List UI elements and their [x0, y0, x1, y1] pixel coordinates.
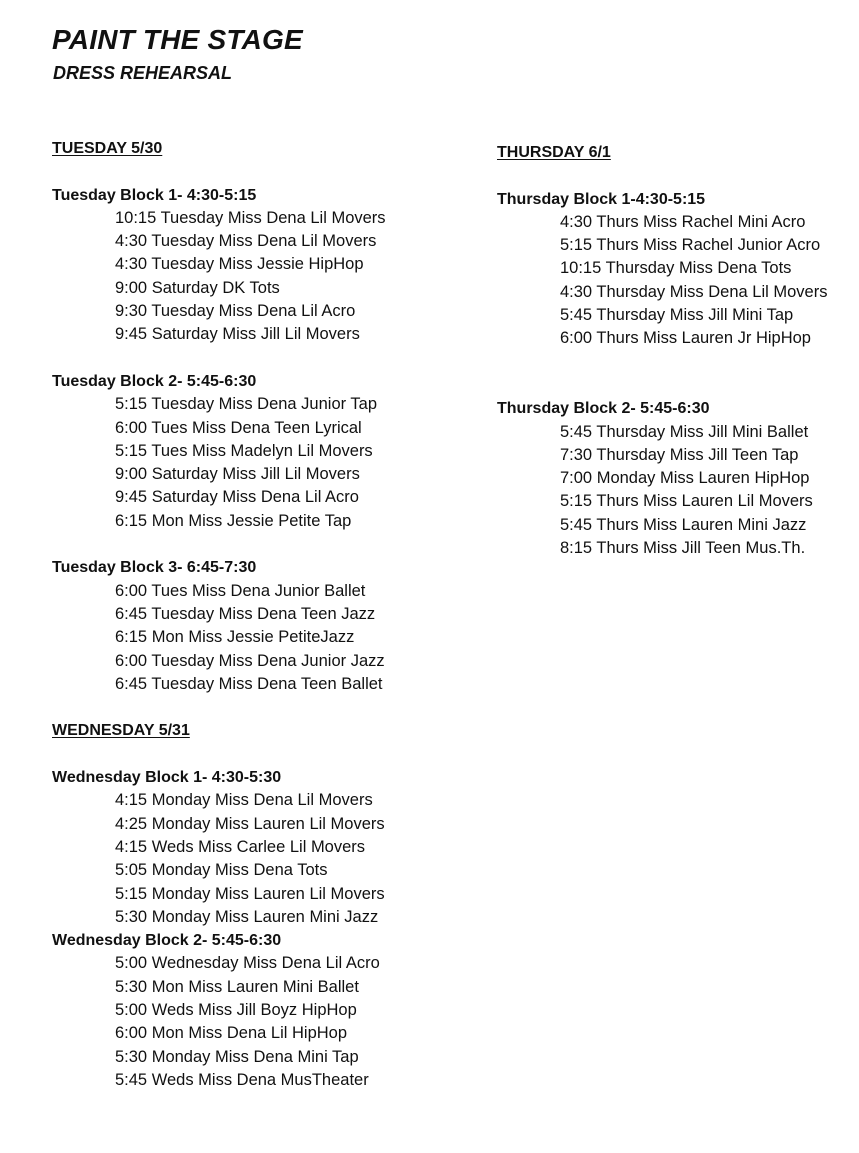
- class-entry: 9:00 Saturday DK Tots: [115, 278, 280, 297]
- class-entry: 7:00 Monday Miss Lauren HipHop: [560, 469, 810, 488]
- class-entry: 5:30 Monday Miss Lauren Mini Jazz: [115, 907, 379, 926]
- block-heading: Tuesday Block 2- 5:45-6:30: [52, 372, 257, 390]
- block-heading: Wednesday Block 1- 4:30-5:30: [52, 769, 282, 787]
- class-entry: 7:30 Thursday Miss Jill Teen Tap: [560, 445, 799, 464]
- day-heading-wednesday: WEDNESDAY 5/31: [52, 722, 190, 740]
- class-entry: 4:15 Monday Miss Dena Lil Movers: [115, 791, 373, 810]
- left-column: [52, 137, 386, 1115]
- class-entry: 5:45 Weds Miss Dena MusTheater: [115, 1070, 369, 1089]
- block-heading: Wednesday Block 2- 5:45-6:30: [52, 932, 282, 950]
- wednesday-block-1: [52, 766, 386, 929]
- class-entry: 6:00 Tuesday Miss Dena Junior Jazz: [115, 651, 385, 670]
- class-entry: 6:00 Tues Miss Dena Teen Lyrical: [115, 418, 362, 437]
- class-entry: 5:15 Thurs Miss Rachel Junior Acro: [560, 236, 821, 255]
- class-entry: 6:00 Mon Miss Dena Lil HipHop: [115, 1024, 348, 1043]
- class-entry: 5:30 Monday Miss Dena Mini Tap: [115, 1047, 359, 1066]
- class-entry: 5:15 Monday Miss Lauren Lil Movers: [115, 884, 385, 903]
- block-heading: Tuesday Block 1- 4:30-5:15: [52, 186, 257, 204]
- class-entry: 6:45 Tuesday Miss Dena Teen Ballet: [115, 674, 383, 693]
- class-entry: 5:15 Tues Miss Madelyn Lil Movers: [115, 441, 373, 460]
- class-entry: 6:00 Thurs Miss Lauren Jr HipHop: [560, 329, 811, 348]
- class-entry: 5:45 Thurs Miss Lauren Mini Jazz: [560, 515, 807, 534]
- class-entry: 8:15 Thurs Miss Jill Teen Mus.Th.: [560, 539, 806, 558]
- class-entry: 4:30 Thursday Miss Dena Lil Movers: [560, 282, 828, 301]
- class-entry: 5:15 Thurs Miss Lauren Lil Movers: [560, 492, 813, 511]
- class-entry: 4:30 Tuesday Miss Dena Lil Movers: [115, 232, 377, 251]
- right-column: [497, 141, 827, 584]
- class-entry: 5:45 Thursday Miss Jill Mini Ballet: [560, 422, 809, 441]
- class-entry: 10:15 Thursday Miss Dena Tots: [560, 259, 792, 278]
- tuesday-block-3: [52, 556, 386, 696]
- class-entry: 5:00 Weds Miss Jill Boyz HipHop: [115, 1000, 357, 1019]
- block-heading: Tuesday Block 3- 6:45-7:30: [52, 559, 257, 577]
- class-entry: 9:45 Saturday Miss Jill Lil Movers: [115, 325, 360, 344]
- block-heading: Thursday Block 2- 5:45-6:30: [497, 400, 710, 418]
- document-title: PAINT THE STAGE: [52, 24, 303, 55]
- class-entry: 4:15 Weds Miss Carlee Lil Movers: [115, 837, 366, 856]
- class-entry: 4:30 Thurs Miss Rachel Mini Acro: [560, 212, 806, 231]
- class-entry: 6:45 Tuesday Miss Dena Teen Jazz: [115, 604, 376, 623]
- document-subtitle: DRESS REHEARSAL: [53, 63, 233, 83]
- class-entry: 6:00 Tues Miss Dena Junior Ballet: [115, 581, 366, 600]
- day-heading-tuesday: TUESDAY 5/30: [52, 140, 163, 157]
- class-entry: 4:30 Tuesday Miss Jessie HipHop: [115, 255, 364, 274]
- class-entry: 5:05 Monday Miss Dena Tots: [115, 861, 328, 880]
- thursday-block-2: [497, 397, 827, 560]
- thursday-block-1: [497, 188, 827, 351]
- class-entry: 9:45 Saturday Miss Dena Lil Acro: [115, 488, 359, 507]
- block-heading: Thursday Block 1-4:30-5:15: [497, 190, 706, 208]
- class-entry: 9:30 Tuesday Miss Dena Lil Acro: [115, 302, 356, 321]
- class-entry: 6:15 Mon Miss Jessie Petite Tap: [115, 511, 352, 530]
- day-heading-thursday: THURSDAY 6/1: [497, 144, 611, 161]
- class-entry: 6:15 Mon Miss Jessie PetiteJazz: [115, 628, 355, 647]
- class-entry: 4:25 Monday Miss Lauren Lil Movers: [115, 814, 385, 833]
- tuesday-block-2: [52, 370, 386, 533]
- class-entry: 9:00 Saturday Miss Jill Lil Movers: [115, 465, 360, 484]
- class-entry: 5:00 Wednesday Miss Dena Lil Acro: [115, 954, 380, 973]
- wednesday-block-2: [52, 929, 386, 1092]
- class-entry: 5:30 Mon Miss Lauren Mini Ballet: [115, 977, 359, 996]
- tuesday-block-1: [52, 184, 386, 347]
- class-entry: 5:45 Thursday Miss Jill Mini Tap: [560, 306, 794, 325]
- class-entry: 5:15 Tuesday Miss Dena Junior Tap: [115, 395, 378, 414]
- class-entry: 10:15 Tuesday Miss Dena Lil Movers: [115, 208, 386, 227]
